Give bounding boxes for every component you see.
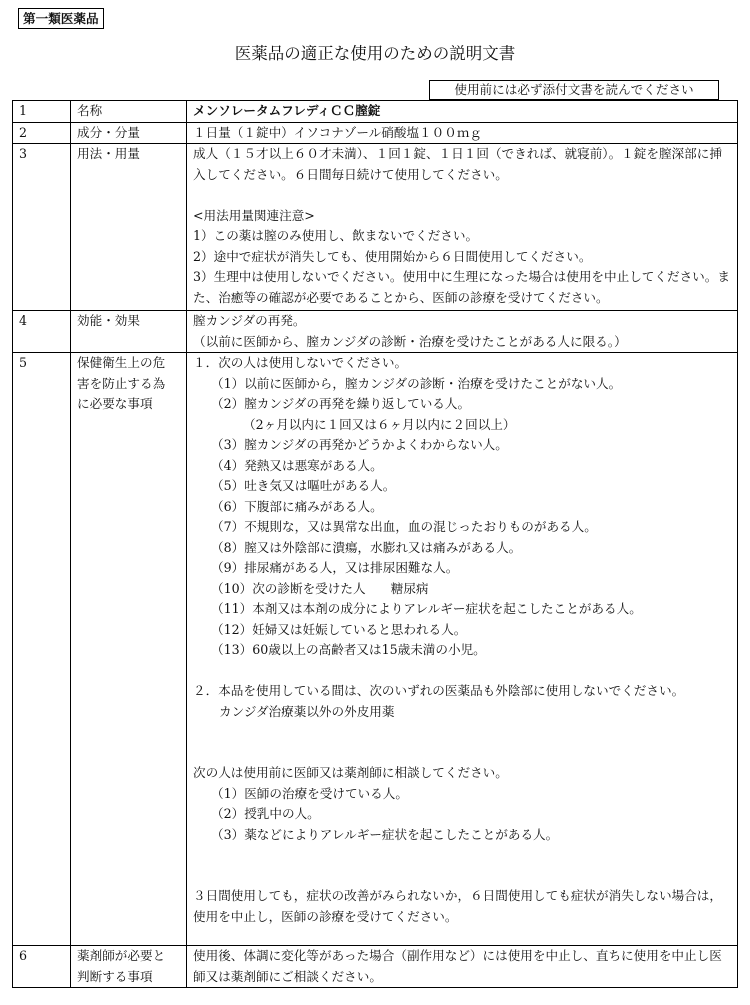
dosage-note-heading: <用法用量関連注意>	[193, 207, 315, 223]
precaution-item: （11）本剤又は本剤の成分によりアレルギー症状を起こしたことがある人。	[211, 601, 642, 616]
row-label: 効能・効果	[71, 311, 187, 353]
table-row	[13, 101, 738, 123]
row-number: 6	[13, 946, 71, 988]
row-number: 1	[13, 101, 71, 123]
dosage-note: 1）この薬は膣のみ使用し、飲まないでください。	[193, 228, 479, 243]
dosage-note: 3）生理中は使用しないでください。使用中に生理になった場合は使用を中止してください。また、治癒等の確認が必要であることから、医師の診療を受けてください。	[193, 269, 730, 305]
row-number: 4	[13, 311, 71, 353]
precaution-item: （13）60歳以上の高齢者又は15歳未満の小児。	[211, 642, 486, 657]
row-label-line: に必要な事項	[77, 396, 153, 411]
ingredients: １日量（１錠中）イソコナゾール硝酸塩１００ｍｇ	[187, 122, 738, 144]
row-label-line: 薬剤師が必要と	[77, 948, 166, 963]
row-label: 成分・分量	[71, 122, 187, 144]
precaution-item: （1）以前に医師から，膣カンジダの診断・治療を受けたことがない人。	[211, 375, 622, 391]
efficacy-condition: （以前に医師から、膣カンジダの診断・治療を受けたことがある人に限る。）	[193, 333, 627, 349]
consult-item: （3）薬などによりアレルギー症状を起こしたことがある人。	[211, 826, 559, 842]
precaution-item: （5）吐き気又は嘔吐がある人。	[211, 478, 396, 493]
table-row	[13, 353, 738, 946]
precaution-item: （7）不規則な，又は異常な出血，血の混じったおりものがある人。	[211, 519, 597, 534]
closing-advice: ３日間使用しても，症状の改善がみられないか，６日間使用しても症状が消失しない場合は，使用を中止し，医師の診療を受けてください。	[193, 888, 722, 924]
table-row	[13, 122, 738, 144]
row-label-line: 害を防止する為	[77, 375, 166, 391]
row-label: 名称	[71, 101, 187, 123]
precaution-item: （4）発熱又は悪寒がある人。	[211, 457, 383, 473]
precaution-heading: １．次の人は使用しないでください。	[193, 355, 408, 370]
row-number: 3	[13, 144, 71, 311]
consult-item: （1）医師の治療を受けている人。	[211, 785, 408, 801]
row-number: 2	[13, 122, 71, 144]
drug-category-badge: 第一類医薬品	[18, 8, 104, 29]
info-table	[12, 100, 738, 988]
table-row	[13, 144, 738, 311]
precaution-item: （9）排尿痛がある人，又は排尿困難な人。	[211, 560, 459, 575]
row-number: 5	[13, 353, 71, 946]
precaution-item: （3）膣カンジダの再発かどうかよくわからない人。	[211, 437, 508, 452]
consult-heading: 次の人は使用前に医師又は薬剤師に相談してください。	[193, 765, 508, 780]
precaution-item: （10）次の診断を受けた人 糖尿病	[211, 580, 429, 596]
precaution-item: （2）膣カンジダの再発を繰り返している人。	[211, 396, 471, 411]
row-label	[71, 946, 187, 988]
row-label-line: 保健衛生上の危	[77, 355, 166, 370]
precaution-item: カンジダ治療薬以外の外皮用薬	[219, 703, 395, 719]
dosage-content	[187, 144, 738, 311]
precaution-heading: ２．本品を使用している間は、次のいずれの医薬品も外陰部に使用しないでください。	[193, 683, 685, 698]
document-title: 医薬品の適正な使用のための説明文書	[234, 44, 516, 63]
precaution-item-note: （2ヶ月以内に１回又は６ヶ月以内に２回以上）	[243, 416, 516, 432]
row-label: 用法・用量	[71, 144, 187, 311]
table-row	[13, 946, 738, 988]
dosage-note: 2）途中で症状が消失しても、使用開始から６日間使用してください。	[193, 248, 592, 264]
precaution-item: （6）下腹部に痛みがある人。	[211, 498, 383, 514]
pharmacist-content: 使用後、体調に変化等があった場合（副作用など）には使用を中止し、直ちに使用を中止し医師又は薬剤師にご相談ください。	[187, 946, 738, 988]
precautions-content	[187, 353, 738, 946]
consult-item: （2）授乳中の人。	[211, 806, 320, 821]
precaution-item: （8）膣又は外陰部に潰瘍，水膨れ又は痛みがある人。	[211, 539, 522, 555]
row-label-line: 判断する事項	[77, 968, 153, 984]
read-insert-notice: 使用前には必ず添付文書を読んでください	[429, 80, 719, 100]
precaution-item: （12）妊婦又は妊娠していると思われる人。	[211, 621, 467, 637]
table-row	[13, 311, 738, 353]
efficacy-content	[187, 311, 738, 353]
efficacy-text: 膣カンジダの再発。	[193, 313, 306, 328]
row-label	[71, 353, 187, 946]
dosage-text: 成人（１５才以上６０才未満）、１回１錠、１日１回（できれば、就寝前）。１錠を膣深部に挿入してください。６日間毎日続けて使用してください。	[193, 146, 722, 182]
product-name: メンソレータムフレディＣＣ膣錠	[187, 101, 738, 123]
